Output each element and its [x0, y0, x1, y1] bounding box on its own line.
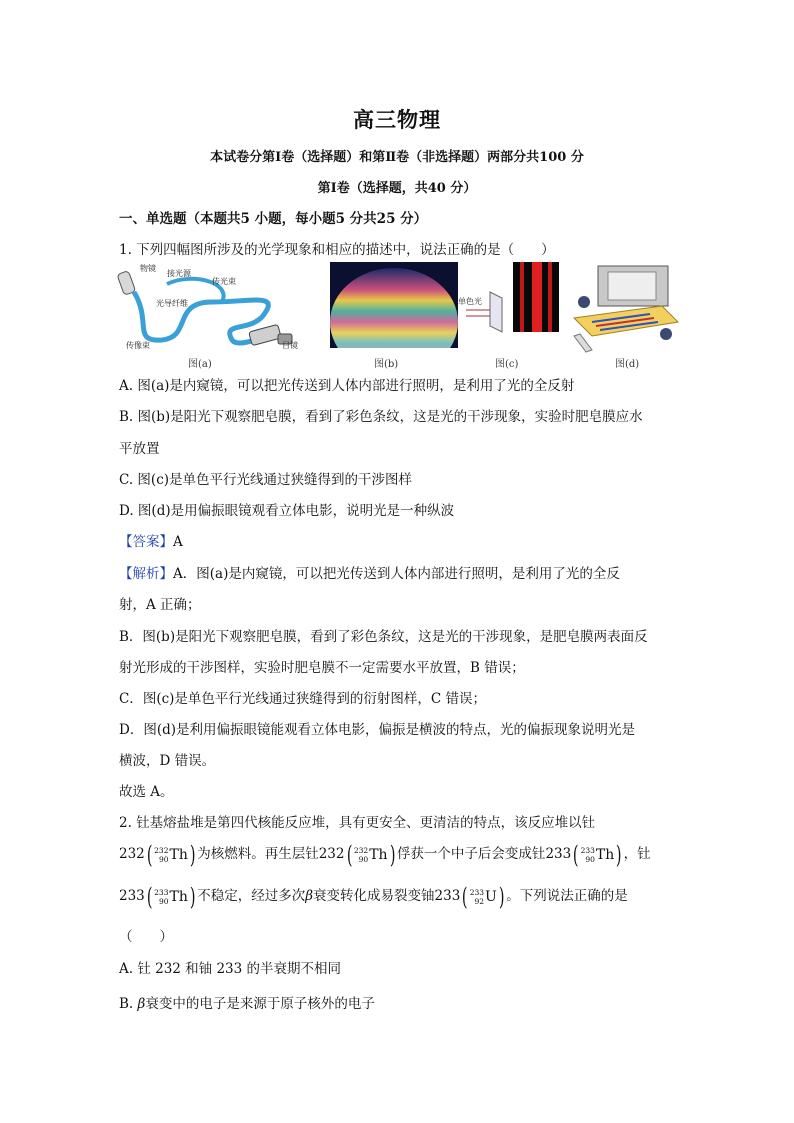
mass-number: 232: [119, 846, 145, 862]
caption-figure-b: 图(b): [374, 359, 399, 370]
q2-stem-line-1: 2. 钍基熔盐堆是第四代核能反应堆，具有更安全、更清洁的特点，该反应堆以钍: [119, 815, 596, 831]
page-title: 高三物理: [353, 107, 441, 132]
q1-option-a: A. 图(a)是内窥镜，可以把光传送到人体内部进行照明，是利用了光的全反射: [119, 378, 575, 394]
isotope-th233-b: ( 233 90 Th ): [146, 882, 196, 911]
q2-text: 为核燃料。再生层钍: [197, 846, 319, 862]
answer-value: A: [173, 534, 183, 550]
caption-figure-d: 图(d): [615, 359, 640, 370]
label-light-source: 接光源: [167, 269, 191, 278]
caption-figure-a: 图(a): [188, 359, 212, 370]
q1-analysis-line-3: B．图(b)是阳光下观察肥皂膜，看到了彩色条纹，这是光的干涉现象，是肥皂膜两表面反: [119, 629, 648, 645]
isotope-th232-b: ( 232 90 Th ): [346, 840, 396, 869]
q1-option-b: B. 图(b)是阳光下观察肥皂膜，看到了彩色条纹，这是光的干涉现象，实验时肥皂膜应水: [119, 409, 643, 425]
exam-note: 本试卷分第Ⅰ卷（选择题）和第Ⅱ卷（非选择题）两部分共100 分: [210, 150, 584, 165]
part-heading: 第Ⅰ卷（选择题，共40 分）: [317, 181, 477, 196]
q2-stem-line-3: 233 ( 233 90 Th ) 不稳定，经过多次β衰变转化成易裂变铀233 ( 233 92 U ) 。下列说法正确的是: [119, 882, 628, 911]
q1-analysis-line-8: 故选 A。: [119, 784, 174, 800]
label-image-beam: 传像束: [126, 341, 150, 350]
q1-option-d: D. 图(d)是用偏振眼镜观看立体电影，说明光是一种纵波: [119, 503, 455, 519]
label-objective: 物镜: [140, 264, 156, 273]
q1-analysis-line-1: [119, 562, 620, 582]
figure-d-3d-movie: [562, 262, 682, 354]
isotope-th232: ( 232 90 Th ): [146, 840, 196, 869]
q1-answer: [119, 530, 183, 550]
q2-option-b: B. β衰变中的电子是来源于原子核外的电子: [119, 996, 375, 1012]
beta-symbol: β: [305, 888, 314, 904]
isotope-th233: ( 233 90 Th ): [573, 840, 622, 869]
q1-analysis-line-4: 射光形成的干涉图样，实验时肥皂膜不一定需要水平放置，B 错误；: [119, 660, 525, 676]
label-eyepiece: 目镜: [282, 341, 298, 350]
q1-option-c: C. 图(c)是单色平行光线通过狭缝得到的干涉图样: [119, 472, 413, 488]
label-optical-fiber: 光导纤维: [156, 299, 188, 308]
caption-figure-c: 图(c): [495, 359, 519, 370]
section-heading: 一、单选题（本题共5 小题，每小题5 分共25 分）: [119, 211, 428, 227]
label-light-beam: 传光束: [212, 277, 236, 286]
q2-stem-line-2: 232 ( 232 90 Th ) 为核燃料。再生层钍232 ( 232 90 Th ) 俘获一个中子后会变成钍233 ( 233 90 Th ) ，钍: [119, 840, 651, 869]
figure-c-slit-pattern: [458, 262, 576, 348]
beta-symbol-b: β: [137, 996, 146, 1012]
q1-analysis-line-5: C．图(c)是单色平行光线通过狭缝得到的衍射图样，C 错误；: [119, 691, 487, 707]
answer-tag: 【答案】: [119, 534, 173, 550]
q1-analysis-line-2: 射，A 正确；: [119, 597, 201, 613]
q1-stem: 1. 下列四幅图所涉及的光学现象和相应的描述中，说法正确的是（ ）: [119, 242, 555, 258]
q1-figures: [112, 262, 682, 370]
figure-a-endoscope: [112, 262, 312, 354]
analysis-tag: 【解析】: [119, 566, 173, 582]
figure-b-soap-film: [330, 262, 458, 348]
q2-option-a: A. 钍 232 和铀 233 的半衰期不相同: [119, 961, 342, 977]
q1-analysis-line-7: 横波，D 错误。: [119, 753, 216, 769]
isotope-u233: ( 233 92 U ): [462, 882, 505, 911]
q2-blank: （ ）: [119, 929, 173, 945]
analysis-text: A．图(a)是内窥镜，可以把光传送到人体内部进行照明，是利用了光的全反: [173, 566, 620, 582]
q1-option-b-cont: 平放置: [119, 441, 160, 457]
q1-analysis-line-6: D．图(d)是利用偏振眼镜能观看立体电影，偏振是横波的特点，光的偏振现象说明光是: [119, 722, 635, 738]
label-monochromatic-light: 单色光: [458, 297, 482, 306]
